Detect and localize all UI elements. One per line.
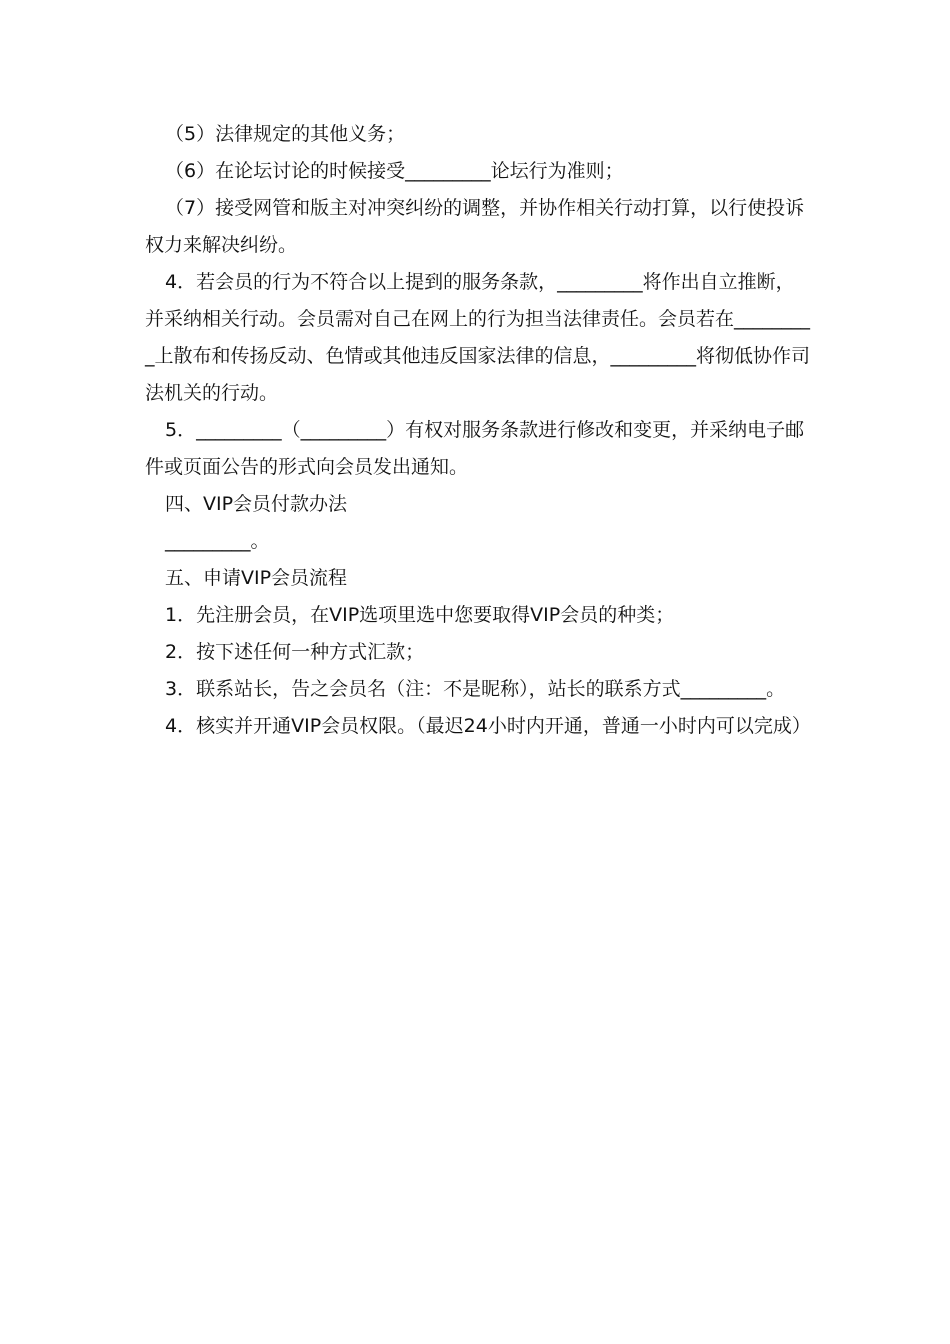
obligation-item-7: （7）接受网管和版主对冲突纠纷的调整，并协作相关行动打算，以行使投诉权力来解决纠纷。 [145, 197, 805, 256]
process-step-2: 2．按下述任何一种方式汇款； [165, 641, 425, 663]
section-heading-vip-payment: 四、VIP会员付款办法 [165, 493, 348, 515]
process-step-1: 1．先注册会员，在VIP选项里选中您要取得VIP会员的种类； [165, 604, 675, 626]
document-body [145, 116, 810, 745]
vip-payment-text: _________。 [165, 530, 270, 552]
section-heading-vip-process: 五、申请VIP会员流程 [165, 567, 348, 589]
terms-clause-4: 4．若会员的行为不符合以上提到的服务条款，_________将作出自立推断，并采纳相关行动。会员需对自己在网上的行为担当法律责任。会员若在_________上散布和传扬反动、色情或其他违反国家法律的信息，_________将彻低协作司法机关的行动。 [145, 271, 811, 404]
process-step-3: 3．联系站长，告之会员名（注：不是昵称），站长的联系方式_________。 [165, 678, 786, 700]
obligation-item-5: （5）法律规定的其他义务； [165, 123, 406, 145]
process-step-4: 4．核实并开通VIP会员权限。（最迟24小时内开通，普通一小时内可以完成） [165, 715, 811, 737]
obligation-item-6: （6）在论坛讨论的时候接受_________论坛行为准则； [165, 160, 624, 182]
terms-clause-5: 5．_________（_________）有权对服务条款进行修改和变更，并采纳电子邮件或页面公告的形式向会员发出通知。 [145, 419, 805, 478]
